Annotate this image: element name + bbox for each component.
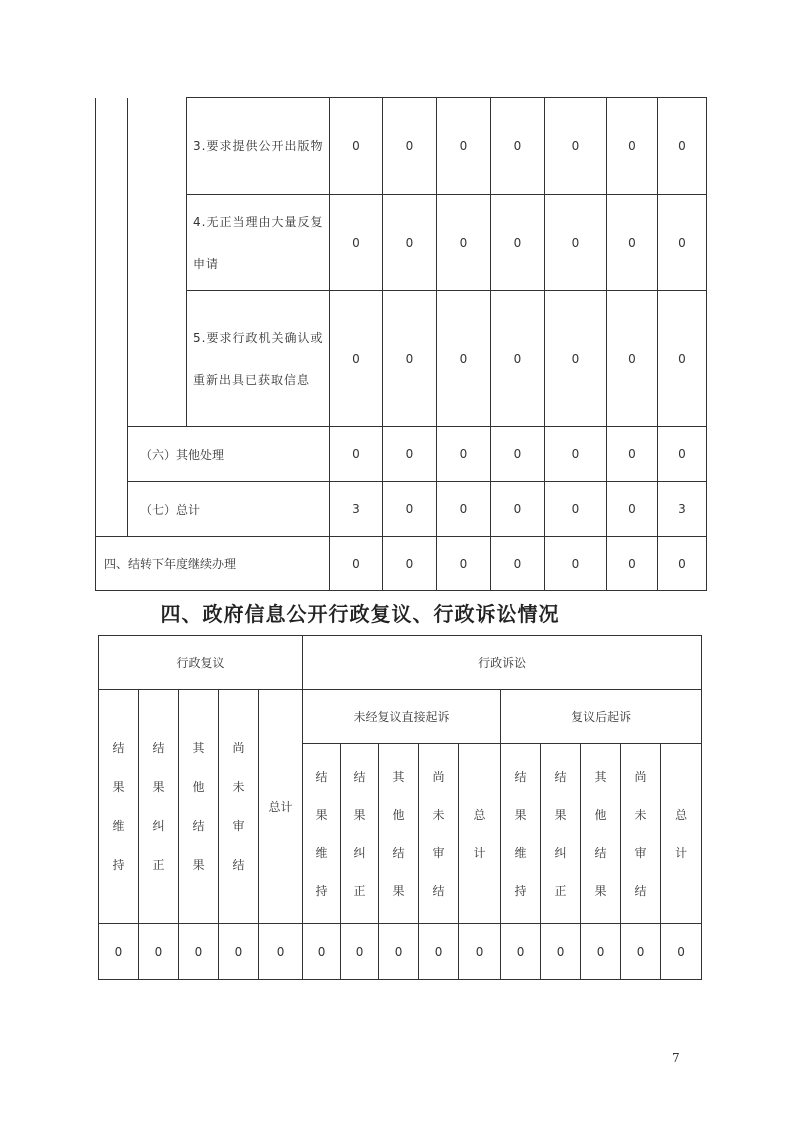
table-row: （六）其他处理 0 0 0 0 0 0 0 — [96, 427, 707, 482]
disposition-table — [95, 97, 707, 591]
review-litigation-table — [98, 635, 702, 980]
review-header: 行政复议 — [99, 636, 303, 690]
table-row: 4.无正当理由大量反复申请 0 0 0 0 0 0 0 — [96, 195, 707, 291]
after-review-header: 复议后起诉 — [501, 690, 702, 744]
litigation-header: 行政诉讼 — [303, 636, 702, 690]
table-row: （七）总计 3 0 0 0 0 0 3 — [96, 482, 707, 537]
section-title: 四、政府信息公开行政复议、行政诉讼情况 — [160, 602, 560, 626]
page-number: 7 — [672, 1051, 680, 1065]
table-row: 0 0 0 0 0 0 0 0 0 0 0 0 0 0 0 — [99, 924, 702, 980]
table-row: 3.要求提供公开出版物 0 0 0 0 0 0 0 — [96, 98, 707, 195]
other-label: （六）其他处理 — [128, 427, 330, 482]
table-row: 结果维持 结果纠正 其他结果 尚未审结 总计 未经复议直接起诉 复议后起诉 — [99, 690, 702, 744]
table-row: 5.要求行政机关确认或重新出具已获取信息 0 0 0 0 0 0 0 — [96, 291, 707, 427]
row-label: 4.无正当理由大量反复申请 — [187, 195, 330, 291]
direct-suit-header: 未经复议直接起诉 — [303, 690, 501, 744]
carry-over-label: 四、结转下年度继续办理 — [96, 537, 330, 591]
review-total-header: 总计 — [259, 690, 303, 924]
table-row: 结果维持 结果纠正 其他结果 尚未审结 总计 结果维持 结果纠正 其他结果 尚未审结 总计 — [99, 744, 702, 924]
row-label: 5.要求行政机关确认或重新出具已获取信息 — [187, 291, 330, 427]
total-label: （七）总计 — [128, 482, 330, 537]
row-label: 3.要求提供公开出版物 — [187, 98, 330, 195]
table-row — [99, 636, 702, 690]
table-row: 四、结转下年度继续办理 0 0 0 0 0 0 0 — [96, 537, 707, 591]
